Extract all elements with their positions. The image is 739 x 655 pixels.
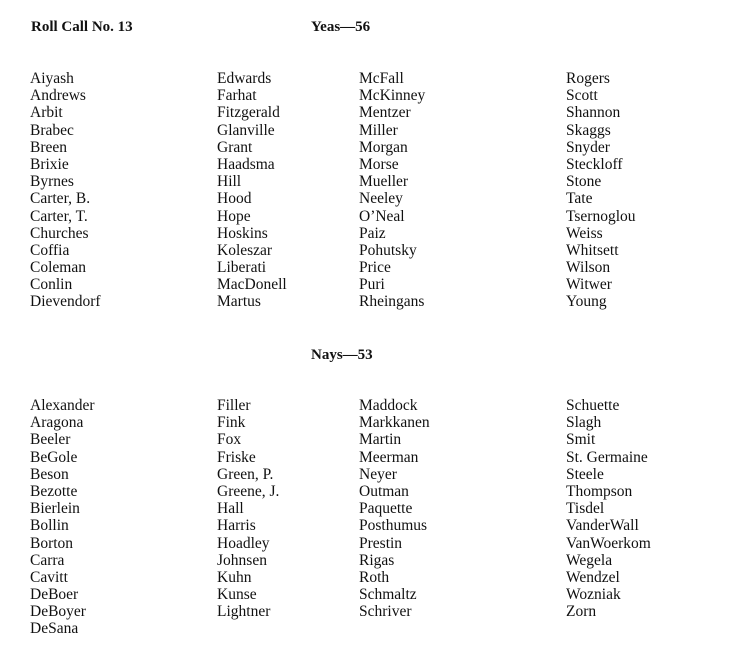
- member-name: Pohutsky: [359, 241, 417, 259]
- member-name: Wegela: [566, 551, 613, 569]
- member-name: Rogers: [566, 70, 610, 87]
- roll-call-title: Roll Call No. 13: [31, 19, 133, 35]
- member-name: Puri: [359, 276, 385, 294]
- member-name: Mentzer: [359, 104, 411, 122]
- member-name: Hood: [217, 190, 252, 208]
- member-name: Byrnes: [30, 173, 74, 191]
- member-name: Andrews: [30, 87, 86, 105]
- member-name: Beeler: [30, 431, 71, 449]
- member-name: Harris: [217, 517, 256, 535]
- member-name: Markkanen: [359, 414, 430, 432]
- member-name: Prestin: [359, 534, 403, 552]
- member-name: Bezotte: [30, 482, 78, 500]
- member-name: Maddock: [359, 397, 418, 414]
- member-name: O’Neal: [359, 207, 405, 225]
- yeas-column-2: [217, 70, 287, 311]
- member-name: Coleman: [30, 259, 86, 277]
- member-name: Outman: [359, 482, 409, 500]
- member-name: Wilson: [566, 259, 611, 277]
- member-name: Morgan: [359, 138, 408, 156]
- member-name: Neyer: [359, 465, 397, 483]
- member-name: Hoskins: [217, 224, 268, 242]
- member-name: Schuette: [566, 397, 620, 414]
- member-name: Roth: [359, 568, 390, 586]
- nays-heading: Nays—53: [311, 347, 373, 363]
- member-name: Greene, J.: [217, 482, 280, 500]
- member-name: Paquette: [359, 500, 413, 518]
- member-name: Snyder: [566, 138, 610, 156]
- member-name: St. Germaine: [566, 448, 648, 466]
- member-name: Koleszar: [217, 241, 273, 259]
- member-name: Meerman: [359, 448, 419, 466]
- member-name: Coffia: [30, 241, 70, 259]
- member-name: DeSana: [30, 620, 79, 638]
- member-name: Friske: [217, 448, 256, 466]
- nays-column-3: [359, 397, 430, 620]
- member-name: Witwer: [566, 276, 612, 294]
- member-name: Morse: [359, 155, 399, 173]
- member-name: VanWoerkom: [566, 534, 651, 552]
- nays-column-2: [217, 397, 279, 620]
- member-name: Grant: [217, 138, 253, 156]
- member-name: Edwards: [217, 70, 272, 87]
- member-name: Cavitt: [30, 568, 68, 586]
- member-name: Martin: [359, 431, 402, 449]
- member-name: Tsernoglou: [566, 207, 636, 225]
- member-name: Hall: [217, 500, 244, 518]
- member-name: Hoadley: [217, 534, 270, 552]
- member-name: McKinney: [359, 87, 426, 105]
- member-name: Tate: [566, 190, 593, 208]
- member-name: Aiyash: [30, 70, 74, 87]
- member-name: Miller: [359, 121, 398, 139]
- member-name: Carter, T.: [30, 207, 88, 225]
- member-name: Fox: [217, 431, 242, 449]
- member-name: Brabec: [30, 121, 74, 139]
- member-name: DeBoer: [30, 586, 79, 604]
- member-name: Zorn: [566, 603, 597, 621]
- member-name: Churches: [30, 224, 89, 242]
- member-name: Wendzel: [566, 568, 620, 586]
- member-name: Paiz: [359, 224, 386, 242]
- member-name: Tisdel: [566, 500, 605, 518]
- yeas-column-1: [30, 70, 101, 311]
- member-name: Thompson: [566, 482, 633, 500]
- member-name: Mueller: [359, 173, 409, 191]
- member-name: Neeley: [359, 190, 403, 208]
- member-name: Rheingans: [359, 293, 425, 311]
- member-name: Breen: [30, 138, 68, 156]
- yeas-heading: Yeas—56: [311, 19, 371, 35]
- member-name: Fink: [217, 414, 246, 432]
- member-name: Glanville: [217, 121, 275, 139]
- member-name: Posthumus: [359, 517, 428, 535]
- member-name: Aragona: [30, 414, 84, 432]
- member-name: Price: [359, 259, 391, 277]
- member-name: Hope: [217, 207, 251, 225]
- member-name: Brixie: [30, 155, 69, 173]
- member-name: Liberati: [217, 259, 267, 277]
- member-name: BeGole: [30, 448, 78, 466]
- member-name: Kunse: [217, 586, 257, 604]
- member-name: Schmaltz: [359, 586, 417, 604]
- member-name: Hill: [217, 173, 242, 191]
- member-name: Slagh: [566, 414, 602, 432]
- member-name: Lightner: [217, 603, 271, 621]
- member-name: Wozniak: [566, 586, 621, 604]
- member-name: Beson: [30, 465, 69, 483]
- yeas-column-3: [359, 70, 425, 311]
- member-name: Borton: [30, 534, 74, 552]
- member-name: Johnsen: [217, 551, 267, 569]
- member-name: Weiss: [566, 224, 603, 242]
- member-name: Scott: [566, 87, 598, 105]
- member-name: Smit: [566, 431, 596, 449]
- member-name: Schriver: [359, 603, 412, 621]
- nays-column-4: [566, 397, 651, 620]
- member-name: Haadsma: [217, 155, 275, 173]
- member-name: Martus: [217, 293, 261, 311]
- member-name: Bollin: [30, 517, 69, 535]
- member-name: Filler: [217, 397, 251, 414]
- member-name: VanderWall: [566, 517, 639, 535]
- member-name: MacDonell: [217, 276, 287, 294]
- member-name: Stone: [566, 173, 602, 191]
- member-name: Carter, B.: [30, 190, 91, 208]
- member-name: Fitzgerald: [217, 104, 280, 122]
- member-name: DeBoyer: [30, 603, 86, 621]
- member-name: Dievendorf: [30, 293, 101, 311]
- member-name: Alexander: [30, 397, 95, 414]
- member-name: Whitsett: [566, 241, 619, 259]
- member-name: Kuhn: [217, 568, 252, 586]
- member-name: Rigas: [359, 551, 395, 569]
- member-name: Steele: [566, 465, 604, 483]
- nays-column-1: [30, 397, 95, 638]
- member-name: McFall: [359, 70, 404, 87]
- member-name: Carra: [30, 551, 65, 569]
- member-name: Arbit: [30, 104, 63, 122]
- yeas-column-4: [566, 70, 636, 311]
- member-name: Farhat: [217, 87, 257, 105]
- member-name: Skaggs: [566, 121, 611, 139]
- member-name: Young: [566, 293, 607, 311]
- member-name: Steckloff: [566, 155, 623, 173]
- member-name: Shannon: [566, 104, 621, 122]
- member-name: Green, P.: [217, 465, 274, 483]
- member-name: Conlin: [30, 276, 73, 294]
- member-name: Bierlein: [30, 500, 80, 518]
